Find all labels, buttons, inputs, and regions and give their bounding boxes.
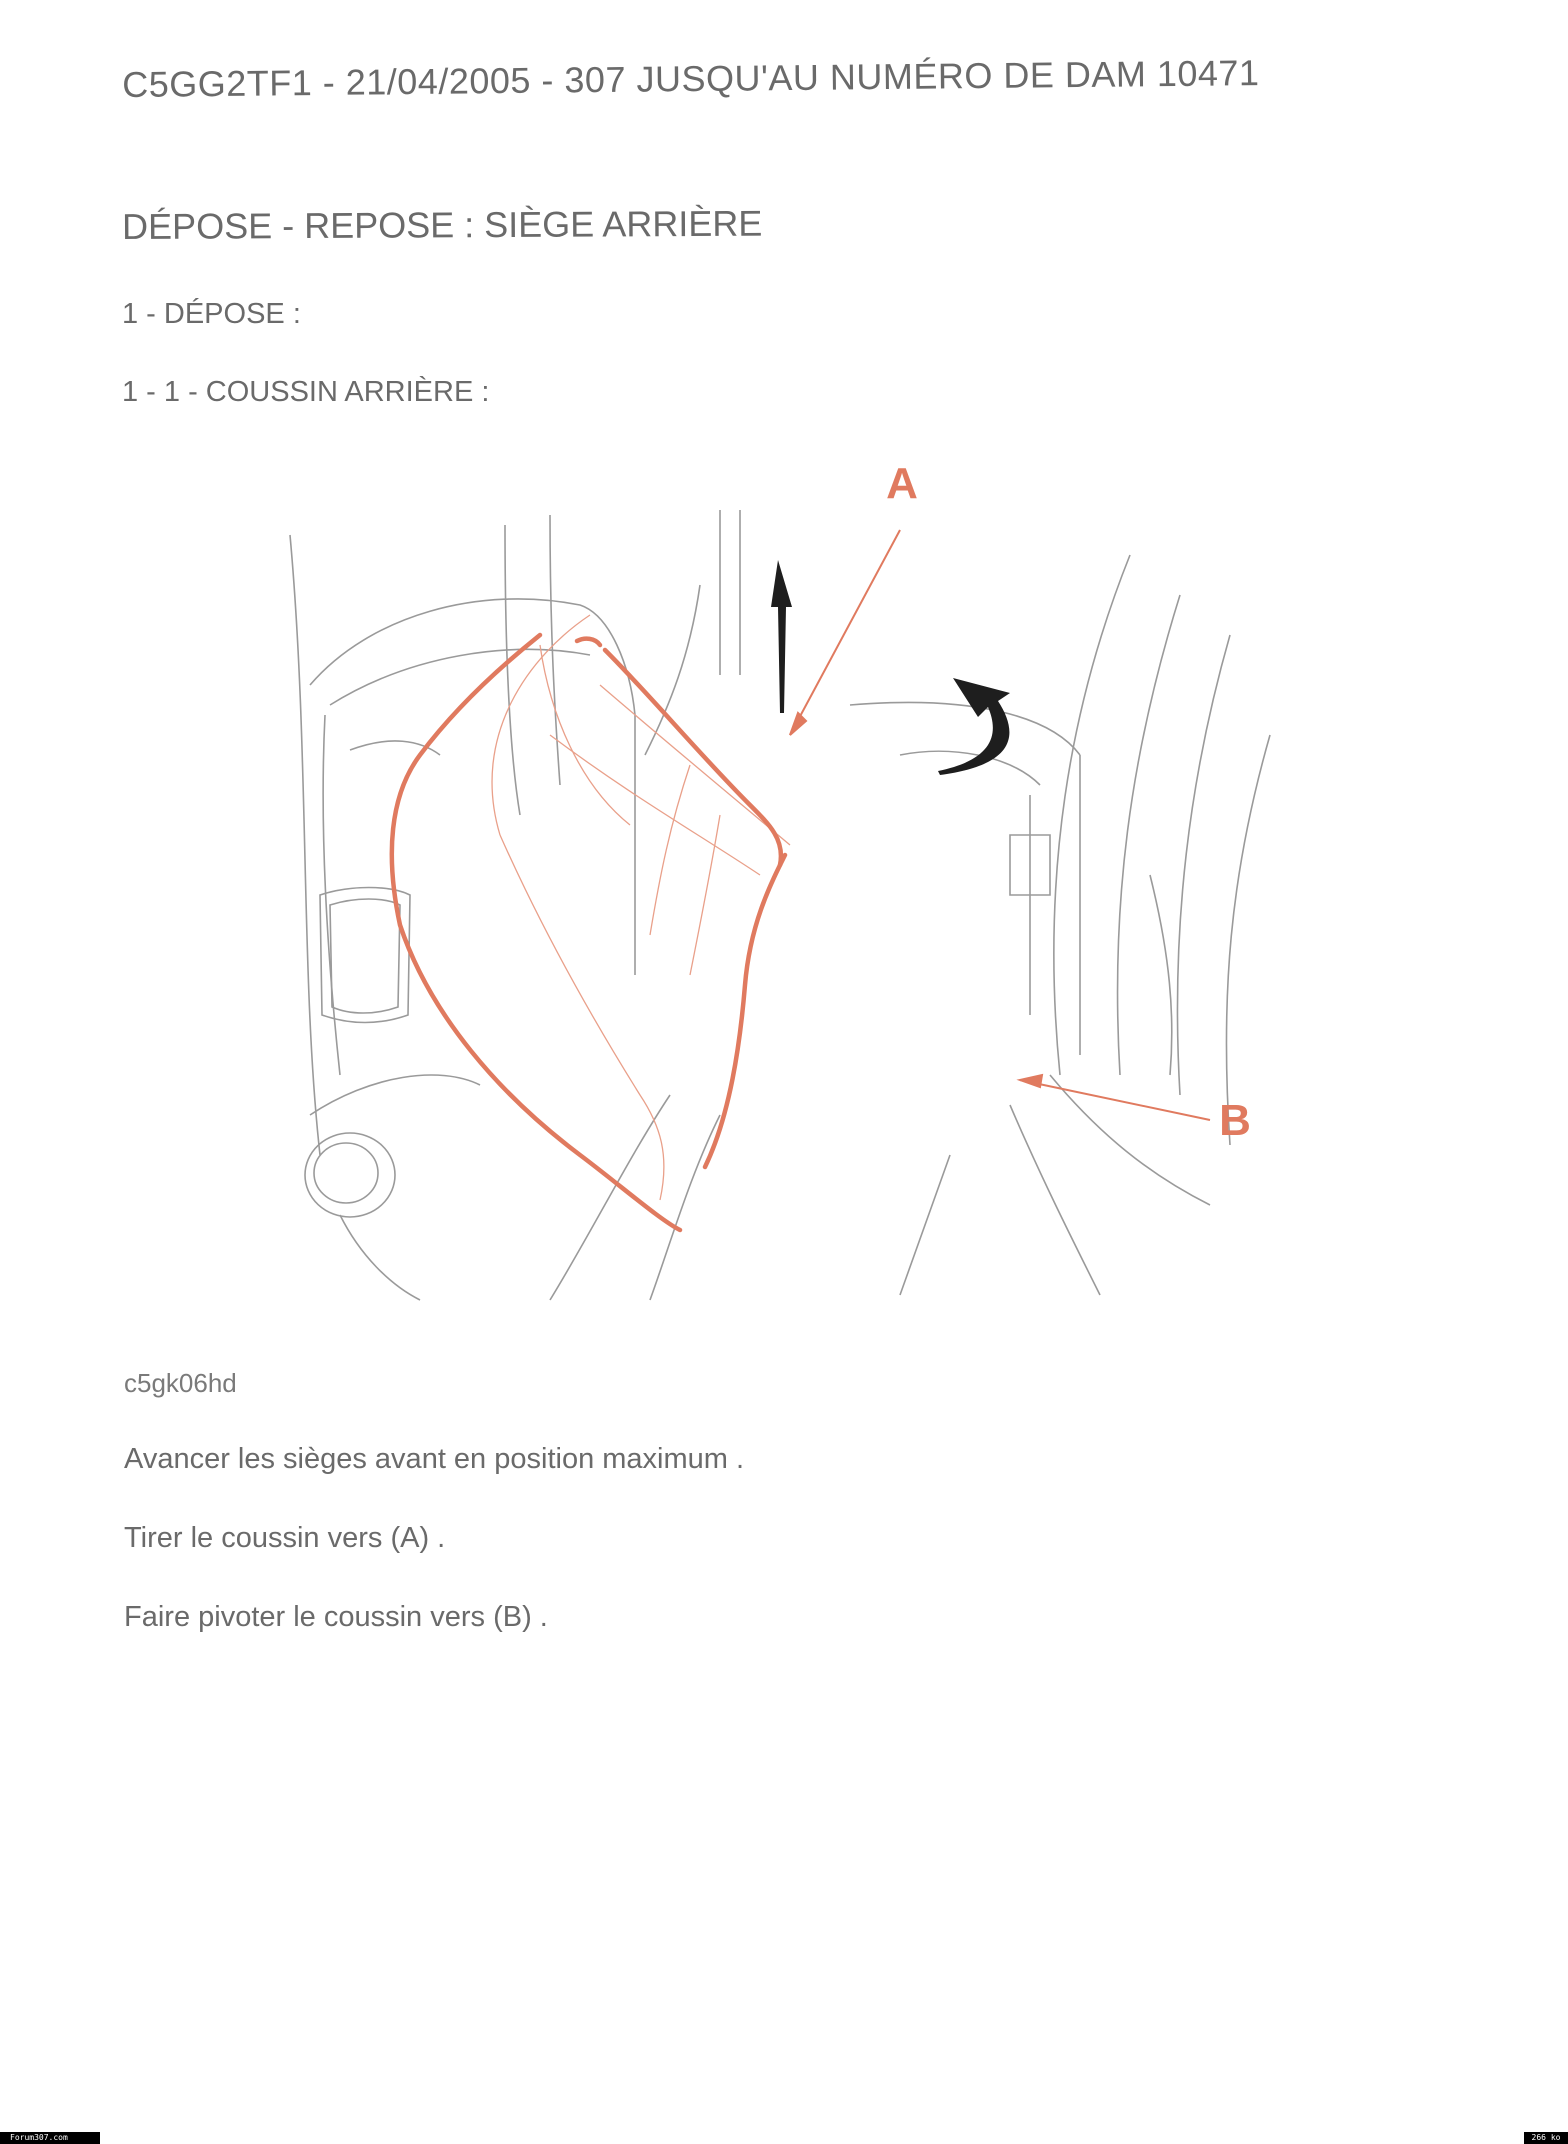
- pointer-head-a: [790, 713, 806, 735]
- right-door-contour: [1150, 875, 1172, 1075]
- instruction-step-2: Tirer le coussin vers (A) .: [124, 1522, 446, 1554]
- instruction-step-1: Avancer les sièges avant en position maximum .: [124, 1443, 745, 1475]
- left-seat-side: [323, 715, 340, 1075]
- label-a: A: [886, 459, 918, 508]
- right-door-line-4: [1226, 735, 1270, 1145]
- instruction-step-3: Faire pivoter le coussin vers (B) .: [124, 1601, 548, 1633]
- right-seat-top: [850, 702, 1080, 755]
- left-seat-knob: [305, 1133, 395, 1217]
- left-seat-bottom: [340, 1215, 420, 1300]
- footer-size-label: 266 ko: [1524, 2132, 1568, 2144]
- left-seat-knob-inner: [314, 1143, 378, 1203]
- cushion-outline-corner: [577, 639, 600, 645]
- seat-diagram: [250, 455, 1400, 1305]
- right-door-line-1: [1054, 555, 1130, 1075]
- cushion-outline-top: [605, 650, 781, 865]
- left-seat-outline: [290, 535, 320, 1155]
- floor-line-right: [900, 1155, 950, 1295]
- right-floor-line: [1050, 1075, 1210, 1205]
- left-seat-handle-inner: [330, 899, 400, 1013]
- pointer-lines: [790, 530, 1210, 1120]
- subsection-heading-coussin: 1 - 1 - COUSSIN ARRIÈRE :: [122, 376, 490, 408]
- cushion-seam-1: [600, 685, 790, 845]
- pointer-line-a: [790, 530, 900, 735]
- figure-reference: c5gk06hd: [124, 1368, 237, 1398]
- rear-seat-left-edge: [505, 525, 520, 815]
- footer-source-label: Forum307.com: [0, 2132, 100, 2144]
- arrow-up: [771, 560, 792, 713]
- cushion-outline-left: [392, 635, 680, 1230]
- left-seat-back: [310, 599, 635, 975]
- cushion-detail: [492, 615, 790, 1200]
- pointer-head-b: [1020, 1075, 1042, 1087]
- action-arrows: [771, 560, 1010, 775]
- left-seat-base: [310, 1075, 480, 1115]
- label-b: B: [1219, 1096, 1251, 1145]
- right-door-line-3: [1177, 635, 1230, 1095]
- floor-line-left: [550, 1095, 670, 1300]
- right-floor-line-2: [1010, 1105, 1100, 1295]
- cushion-seam-3: [650, 765, 690, 935]
- floor-line-center: [650, 1115, 720, 1300]
- page-title: DÉPOSE - REPOSE : SIÈGE ARRIÈRE: [122, 202, 763, 247]
- cushion-outline: [392, 635, 785, 1230]
- document-header: C5GG2TF1 - 21/04/2005 - 307 JUSQU'AU NUMÉRO DE DAM 10471: [122, 52, 1260, 105]
- seat-diagram-svg: [250, 455, 1400, 1305]
- cushion-seam-2: [550, 735, 760, 875]
- section-heading-depose: 1 - DÉPOSE :: [122, 298, 301, 330]
- pointer-line-b: [1020, 1080, 1210, 1120]
